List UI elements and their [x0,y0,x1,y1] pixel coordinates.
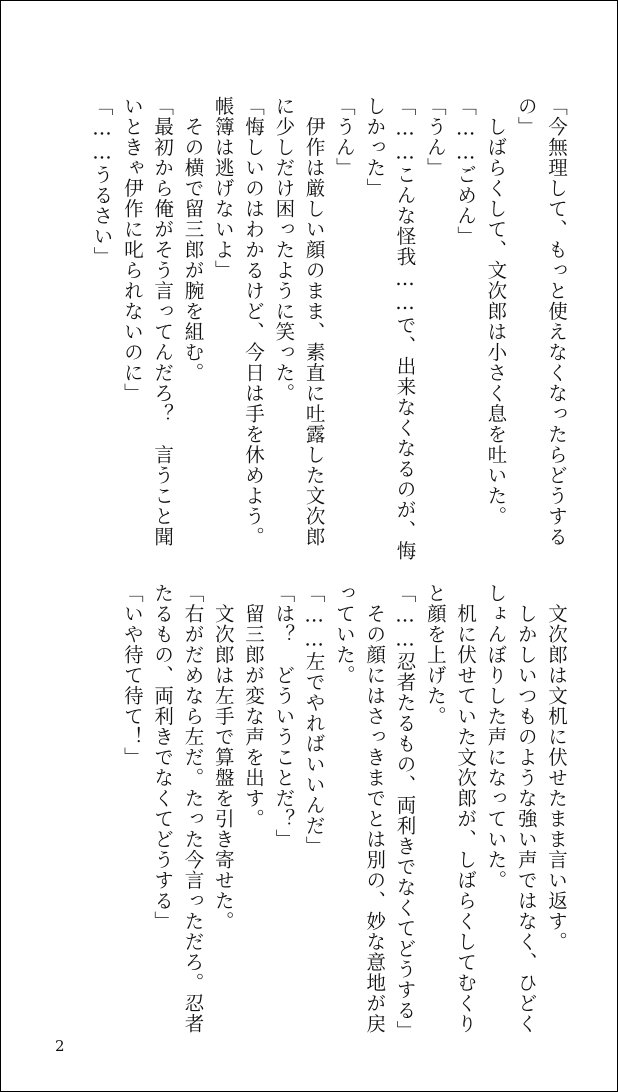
text-line: しばらくして、文次郎は小さく息を吐いた。 [484,96,508,527]
text-line: 「悔しいのはわかるけど、今日は手を休めよう。 [242,96,266,547]
text-line: 文次郎は文机に伏せたまま言い返す。 [545,583,568,952]
text-line: 文次郎は左手で算盤を引き寄せた。 [211,583,235,932]
text-line: 「……こんな怪我……で、出来なくなるのが、悔 [393,96,417,561]
text-line: 「右がだめなら左だ。たった今言っただろ。忍者 [181,583,205,1034]
text-line: 帳簿は逃げないよ」 [211,96,235,281]
top-text-block [86,96,571,561]
text-line: 「……忍者たるもの、両利きでなくてどうする」 [393,583,417,1041]
text-line: しかしいつものような強い声ではなく、ひどく [514,583,538,1034]
text-line: 「今無理して、もっと使えなくなったらどうする [545,96,568,547]
text-line: に少しだけ困ったように笑った。 [272,96,296,404]
text-line: 「いや待て待て！」 [120,583,144,768]
text-line: しょんぼりした声になっていた。 [484,583,508,891]
text-line: の」 [514,96,538,137]
text-line: 「最初から俺がそう言ってんだろ？ 言うこと聞 [151,96,175,547]
text-line: 「うん」 [332,96,356,178]
text-line: 「は？ どういうことだ？」 [272,583,296,850]
text-line: 「……ごめん」 [454,96,478,247]
text-line: いときゃ伊作に叱られないのに」 [120,96,144,404]
text-line: っていた。 [332,583,356,686]
text-line: 「……うるさい」 [90,96,114,267]
text-line: と顔を上げた。 [423,583,447,727]
page-number: 2 [55,1037,65,1055]
text-line: その横で留三郎が腕を組む。 [181,96,205,383]
text-line: 「うん」 [423,96,447,178]
text-line: たるもの、両利きでなくてどうする」 [151,583,175,932]
text-line: 留三郎が変な声を出す。 [242,583,266,829]
text-line: 机に伏せていた文次郎が、しばらくしてむくり [454,583,478,1034]
text-line: その顔にはさっきまでとは別の、妙な意地が戻 [363,583,387,1034]
text-line: しかった」 [363,96,387,199]
text-line: 伊作は厳しい顔のまま、素直に吐露した文次郎 [302,96,326,547]
text-line: 「……左でやればいいんだ」 [302,583,326,857]
bottom-text-block [117,583,571,1041]
